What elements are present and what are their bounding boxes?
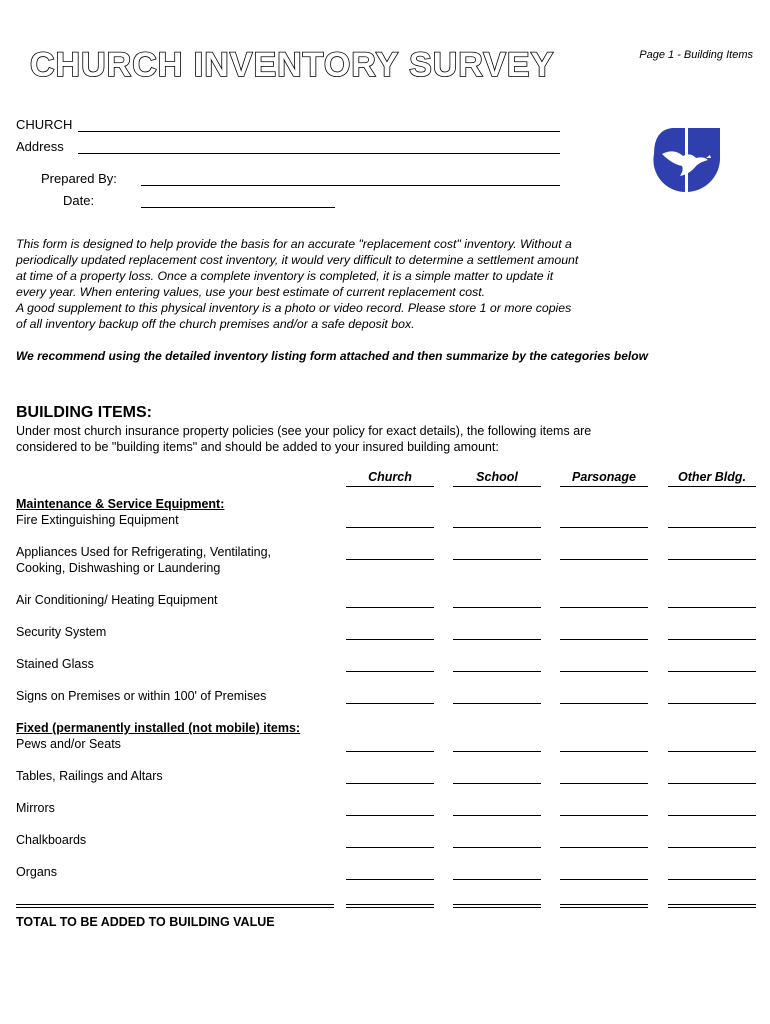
value-field-parsonage[interactable]	[560, 751, 648, 752]
value-field-other-bldg[interactable]	[668, 639, 756, 640]
value-field-other-bldg[interactable]	[668, 783, 756, 784]
section-description	[16, 423, 616, 455]
category-fixed: Fixed (permanently installed (not mobile) items:	[16, 721, 301, 735]
value-field-church[interactable]	[346, 639, 434, 640]
value-field-parsonage[interactable]	[560, 879, 648, 880]
total-divider	[16, 904, 334, 908]
value-field-other-bldg[interactable]	[668, 559, 756, 560]
value-field-school[interactable]	[453, 527, 541, 528]
value-field-other-bldg[interactable]	[668, 815, 756, 816]
value-field-parsonage[interactable]	[560, 671, 648, 672]
value-field-school[interactable]	[453, 815, 541, 816]
column-header-other-bldg: Other Bldg.	[677, 470, 747, 484]
value-field-school[interactable]	[453, 751, 541, 752]
form-title: CHURCH INVENTORY SURVEY	[30, 46, 555, 84]
item-pews: Pews and/or Seats	[16, 737, 121, 751]
value-field-parsonage[interactable]	[560, 815, 648, 816]
value-field-school[interactable]	[453, 607, 541, 608]
total-parsonage-field[interactable]	[560, 904, 648, 908]
item-appliances-line: Appliances Used for Refrigerating, Ventilating,	[16, 545, 272, 559]
value-field-school[interactable]	[453, 783, 541, 784]
intro-line: every year. When entering values, use your best estimate of current replacement cost.	[16, 285, 486, 299]
total-church-field[interactable]	[346, 904, 434, 908]
item-appliances-line: Cooking, Dishwashing or Laundering	[16, 561, 221, 575]
section-title: BUILDING ITEMS:	[16, 404, 152, 421]
value-field-parsonage[interactable]	[560, 527, 648, 528]
value-field-school[interactable]	[453, 879, 541, 880]
column-header-church: Church	[368, 470, 412, 484]
dove-icon	[650, 126, 722, 194]
value-field-parsonage[interactable]	[560, 559, 648, 560]
address-field[interactable]	[78, 153, 560, 154]
item-security-system: Security System	[16, 625, 107, 639]
intro-line: periodically updated replacement cost inventory, it would very difficult to determine a settlement amount	[16, 253, 579, 267]
item-air-conditioning: Air Conditioning/ Heating Equipment	[16, 593, 218, 607]
intro-line: of all inventory backup off the church premises and/or a safe deposit box.	[16, 317, 415, 331]
recommendation-note: We recommend using the detailed inventory listing form attached and then summarize by the categories below	[16, 349, 648, 363]
value-field-church[interactable]	[346, 751, 434, 752]
value-field-church[interactable]	[346, 559, 434, 560]
value-field-school[interactable]	[453, 847, 541, 848]
column-header-underline	[560, 486, 648, 487]
column-header-school: School	[476, 470, 518, 484]
value-field-school[interactable]	[453, 639, 541, 640]
item-tables: Tables, Railings and Altars	[16, 769, 163, 783]
value-field-church[interactable]	[346, 671, 434, 672]
value-field-church[interactable]	[346, 847, 434, 848]
value-field-other-bldg[interactable]	[668, 527, 756, 528]
intro-line: at time of a property loss. Once a complete inventory is completed, it is a simple matter to update it	[16, 269, 554, 283]
value-field-other-bldg[interactable]	[668, 607, 756, 608]
value-field-church[interactable]	[346, 527, 434, 528]
value-field-other-bldg[interactable]	[668, 751, 756, 752]
value-field-other-bldg[interactable]	[668, 879, 756, 880]
intro-paragraph	[16, 236, 616, 332]
column-header-parsonage: Parsonage	[572, 470, 636, 484]
column-header-underline	[346, 486, 434, 487]
value-field-parsonage[interactable]	[560, 607, 648, 608]
column-header-underline	[668, 486, 756, 487]
item-signs: Signs on Premises or within 100' of Premises	[16, 689, 267, 703]
value-field-school[interactable]	[453, 703, 541, 704]
value-field-church[interactable]	[346, 815, 434, 816]
address-label: Address	[16, 139, 64, 154]
value-field-parsonage[interactable]	[560, 847, 648, 848]
value-field-other-bldg[interactable]	[668, 671, 756, 672]
value-field-other-bldg[interactable]	[668, 703, 756, 704]
value-field-church[interactable]	[346, 783, 434, 784]
value-field-church[interactable]	[346, 703, 434, 704]
value-field-parsonage[interactable]	[560, 703, 648, 704]
total-label: TOTAL TO BE ADDED TO BUILDING VALUE	[16, 915, 275, 929]
total-school-field[interactable]	[453, 904, 541, 908]
item-chalkboards: Chalkboards	[16, 833, 87, 847]
value-field-parsonage[interactable]	[560, 783, 648, 784]
item-organs: Organs	[16, 865, 57, 879]
church-label: CHURCH	[16, 117, 73, 132]
category-maintenance: Maintenance & Service Equipment:	[16, 497, 225, 511]
column-header-underline	[453, 486, 541, 487]
value-field-parsonage[interactable]	[560, 639, 648, 640]
section-description-line: considered to be "building items" and should be added to your insured building amount:	[16, 440, 499, 454]
page-label: Page 1 - Building Items	[639, 49, 753, 61]
value-field-school[interactable]	[453, 671, 541, 672]
item-stained-glass: Stained Glass	[16, 657, 94, 671]
church-field[interactable]	[78, 131, 560, 132]
section-description-line: Under most church insurance property policies (see your policy for exact details), the following items are	[16, 424, 592, 438]
prepared-by-label: Prepared By:	[41, 171, 117, 186]
item-mirrors: Mirrors	[16, 801, 55, 815]
value-field-school[interactable]	[453, 559, 541, 560]
value-field-other-bldg[interactable]	[668, 847, 756, 848]
intro-line: A good supplement to this physical inventory is a photo or video record. Please store 1 or more copies	[16, 301, 572, 315]
date-field[interactable]	[141, 207, 335, 208]
prepared-by-field[interactable]	[141, 185, 560, 186]
value-field-church[interactable]	[346, 879, 434, 880]
item-fire-extinguishing: Fire Extinguishing Equipment	[16, 513, 179, 527]
date-label: Date:	[63, 193, 95, 208]
total-other-bldg-field[interactable]	[668, 904, 756, 908]
item-appliances	[16, 544, 271, 576]
intro-line: This form is designed to help provide the basis for an accurate "replacement cost" inventory. Without a	[16, 237, 572, 251]
value-field-church[interactable]	[346, 607, 434, 608]
